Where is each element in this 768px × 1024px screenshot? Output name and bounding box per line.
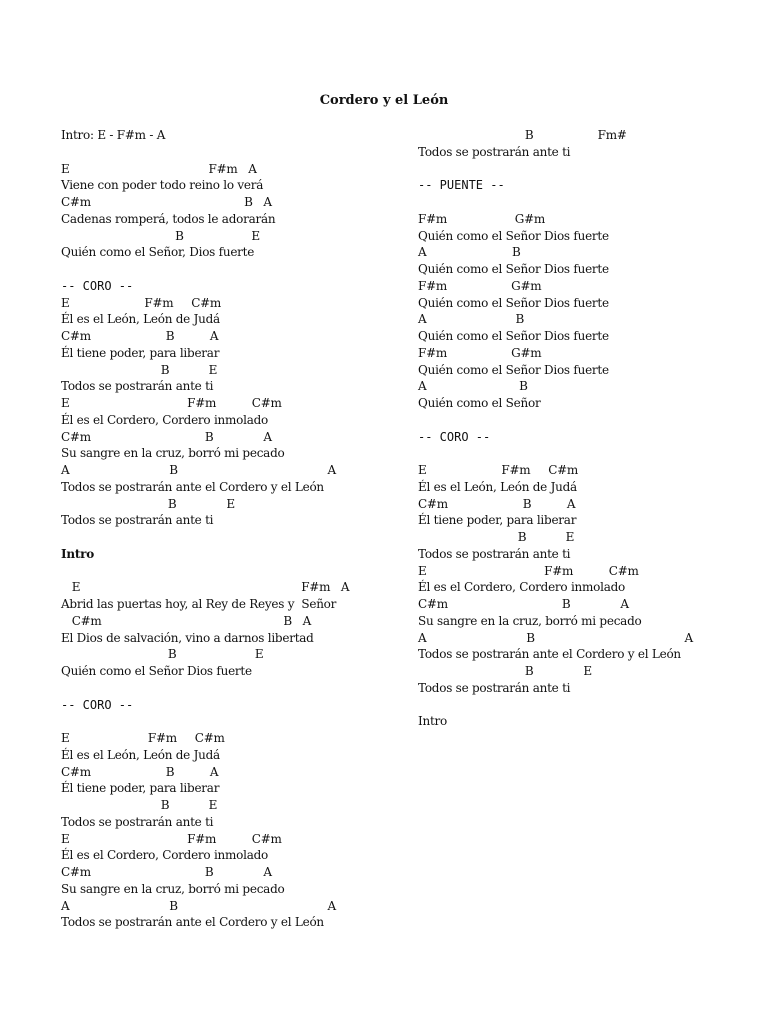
song-line: Él es el Cordero, Cordero inmolado bbox=[61, 412, 269, 427]
blank-line bbox=[418, 194, 763, 211]
song-line: A B bbox=[418, 245, 521, 260]
song-line: Todos se postrarán ante ti bbox=[61, 814, 214, 829]
song-line: C#m B A bbox=[418, 496, 576, 511]
song-line: E F#m A bbox=[61, 580, 350, 595]
song-line: C#m B A bbox=[61, 429, 272, 444]
song-line: F#m G#m bbox=[418, 211, 546, 226]
song-line: B E bbox=[418, 664, 592, 678]
song-line: C#m B A bbox=[61, 764, 219, 779]
song-line: Él es el Cordero, Cordero inmolado bbox=[418, 580, 626, 595]
blank-line bbox=[418, 412, 763, 429]
song-line: Quién como el Señor Dios fuerte bbox=[418, 362, 609, 377]
song-line: Todos se postrarán ante ti bbox=[418, 546, 571, 561]
blank-line bbox=[61, 563, 406, 580]
song-line: Quién como el Señor Dios fuerte bbox=[418, 228, 609, 243]
song-line: B E bbox=[61, 496, 235, 511]
song-line: A B bbox=[418, 379, 528, 394]
song-line: Él es el León, León de Judá bbox=[61, 747, 220, 762]
song-line: Su sangre en la cruz, borró mi pecado bbox=[61, 446, 285, 461]
song-line: A B A bbox=[61, 898, 336, 913]
song-line: Todos se postrarán ante el Cordero y el León bbox=[61, 915, 324, 930]
song-line: C#m B A bbox=[418, 597, 629, 611]
song-line: Todos se postrarán ante ti bbox=[418, 680, 571, 695]
song-line: Todos se postrarán ante ti bbox=[418, 144, 571, 159]
section-label: Intro bbox=[61, 546, 94, 561]
blank-line bbox=[61, 144, 406, 161]
song-line: Todos se postrarán ante ti bbox=[61, 513, 214, 528]
blank-line bbox=[418, 697, 763, 714]
section-heading: -- CORO -- bbox=[61, 697, 134, 712]
song-line: B E bbox=[418, 530, 575, 544]
song-line: Quién como el Señor, Dios fuerte bbox=[61, 245, 255, 260]
song-title: Cordero y el León bbox=[319, 93, 449, 108]
song-line: E F#m A bbox=[61, 161, 257, 176]
song-line: Quién como el Señor bbox=[418, 396, 541, 410]
song-line: Viene con poder todo reino lo verá bbox=[61, 178, 264, 193]
song-line: Quién como el Señor Dios fuerte bbox=[418, 262, 609, 276]
blank-line bbox=[418, 445, 763, 462]
song-line: Él tiene poder, para liberar bbox=[61, 781, 220, 796]
song-line: Todos se postrarán ante el Cordero y el León bbox=[61, 479, 324, 494]
song-line: C#m B A bbox=[61, 865, 272, 879]
blank-line bbox=[61, 680, 406, 697]
song-line: A B bbox=[418, 312, 525, 327]
song-line: Él es el León, León de Judá bbox=[61, 312, 220, 327]
song-line: B E bbox=[61, 228, 260, 243]
song-line: E F#m C#m bbox=[61, 731, 225, 745]
song-line: Cadenas romperá, todos le adorarán bbox=[61, 211, 276, 226]
song-line: Intro bbox=[418, 714, 448, 729]
song-line: E F#m C#m bbox=[418, 463, 579, 477]
song-line: E F#m C#m bbox=[61, 295, 222, 310]
section-heading: -- CORO -- bbox=[418, 429, 491, 444]
song-line: C#m B A bbox=[61, 195, 272, 209]
blank-line bbox=[61, 713, 406, 730]
blank-line bbox=[418, 161, 763, 178]
song-line: Todos se postrarán ante ti bbox=[61, 379, 214, 394]
song-line: B E bbox=[61, 647, 264, 662]
song-line: E F#m C#m bbox=[418, 563, 639, 578]
song-line: Él es el León, León de Judá bbox=[418, 479, 577, 494]
song-line: Abrid las puertas hoy, al Rey de Reyes y Señor bbox=[61, 597, 337, 611]
song-line: B Fm# bbox=[418, 128, 627, 142]
blank-line bbox=[61, 261, 406, 278]
song-line: Quién como el Señor Dios fuerte bbox=[61, 664, 252, 678]
song-line: Quién como el Señor Dios fuerte bbox=[418, 295, 609, 310]
song-line: Él es el Cordero, Cordero inmolado bbox=[61, 848, 269, 863]
song-line: F#m G#m bbox=[418, 345, 542, 360]
right-column bbox=[418, 127, 763, 730]
song-line: Él tiene poder, para liberar bbox=[418, 513, 577, 528]
song-line: A B A bbox=[61, 463, 336, 477]
song-line: F#m G#m bbox=[418, 278, 542, 293]
song-line: Su sangre en la cruz, borró mi pecado bbox=[61, 881, 285, 896]
blank-line bbox=[61, 529, 406, 546]
song-line: E F#m C#m bbox=[61, 831, 282, 846]
song-line: A B A bbox=[418, 630, 693, 645]
song-line: C#m B A bbox=[61, 329, 219, 343]
song-line: E F#m C#m bbox=[61, 396, 282, 410]
song-line: C#m B A bbox=[61, 613, 312, 628]
song-line: B E bbox=[61, 798, 218, 812]
song-line: Quién como el Señor Dios fuerte bbox=[418, 329, 609, 343]
song-line: Él tiene poder, para liberar bbox=[61, 345, 220, 360]
song-line: B E bbox=[61, 362, 218, 377]
section-heading: -- CORO -- bbox=[61, 278, 134, 293]
song-line: Todos se postrarán ante el Cordero y el León bbox=[418, 647, 681, 662]
song-line: Su sangre en la cruz, borró mi pecado bbox=[418, 613, 642, 628]
song-line: Intro: E - F#m - A bbox=[61, 128, 166, 142]
section-heading: -- PUENTE -- bbox=[418, 178, 505, 193]
left-column bbox=[61, 127, 406, 931]
song-line: El Dios de salvación, vino a darnos libertad bbox=[61, 630, 314, 645]
